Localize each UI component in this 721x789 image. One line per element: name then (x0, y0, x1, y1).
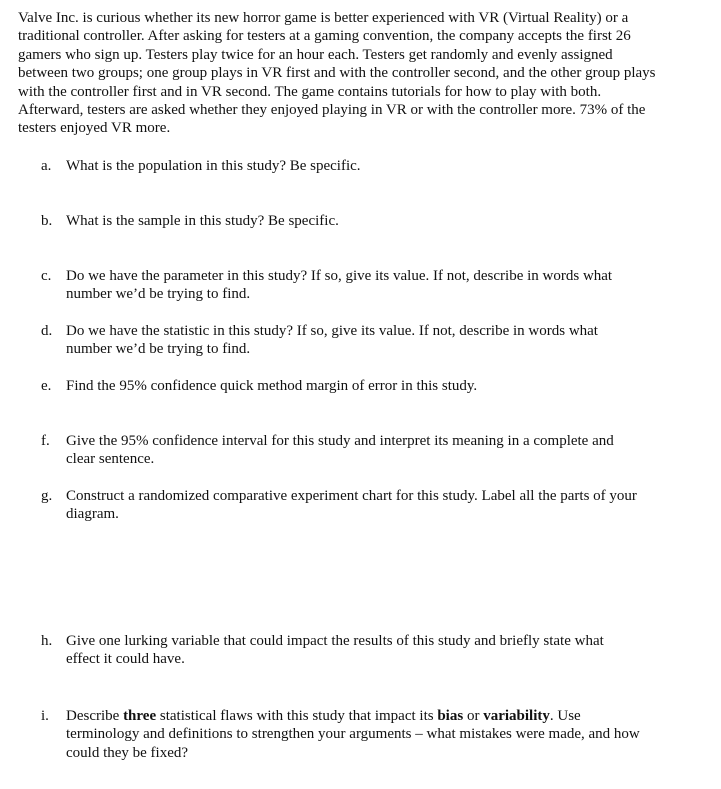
intro-paragraph: Valve Inc. is curious whether its new horror game is better experienced with VR (Virtual Reality) or a traditional controller. After asking for testers at a gaming convention, the company accepts the first 26 gamers who sign up. Testers play twice for an hour each. Testers get randomly and evenly assigned between two groups; one group plays in VR first and with the controller second, and the other group plays with the controller first and in VR second. The game contains tutorials for how to play with both. Afterward, testers are asked whether they enjoyed playing in VR or with the controller more. 73% of the testers enjoyed VR more. (18, 10, 656, 137)
emphasis-variability: variability (483, 708, 550, 724)
question-letter: b. (41, 213, 53, 229)
question-a (41, 157, 641, 175)
question-text: Give one lurking variable that could impact the results of this study and briefly state what effect it could have. (66, 633, 604, 668)
emphasis-bias: bias (437, 708, 464, 724)
question-e (41, 377, 641, 395)
question-text: Construct a randomized comparative experiment chart for this study. Label all the parts of your diagram. (66, 488, 637, 523)
question-text: Find the 95% confidence quick method margin of error in this study. (66, 378, 478, 394)
question-letter: e. (41, 378, 52, 394)
question-d (41, 322, 641, 359)
question-text: What is the population in this study? Be specific. (66, 158, 361, 174)
question-g (41, 487, 641, 524)
question-h (41, 632, 641, 669)
question-letter: a. (41, 158, 52, 174)
question-b (41, 212, 641, 230)
question-i (41, 707, 641, 762)
question-letter: c. (41, 268, 52, 284)
question-letter: h. (41, 633, 53, 649)
question-f (41, 432, 641, 469)
question-text: What is the sample in this study? Be specific. (66, 213, 339, 229)
question-letter: d. (41, 323, 53, 339)
question-letter: i. (41, 708, 49, 724)
question-letter: g. (41, 488, 53, 504)
question-text: Do we have the parameter in this study? If so, give its value. If not, describe in words what number we’d be trying to find. (66, 268, 613, 303)
question-text: Give the 95% confidence interval for this study and interpret its meaning in a complete and clear sentence. (66, 433, 614, 468)
question-text: Describe three statistical flaws with this study that impact its bias or variability. Use terminology and definitions to strengthen your arguments – what mistakes were made, and how could they be fixed? (66, 708, 640, 761)
question-text: Do we have the statistic in this study? If so, give its value. If not, describe in words what number we’d be trying to find. (66, 323, 598, 358)
question-letter: f. (41, 433, 50, 449)
emphasis-three: three (123, 708, 157, 724)
question-c (41, 267, 641, 304)
